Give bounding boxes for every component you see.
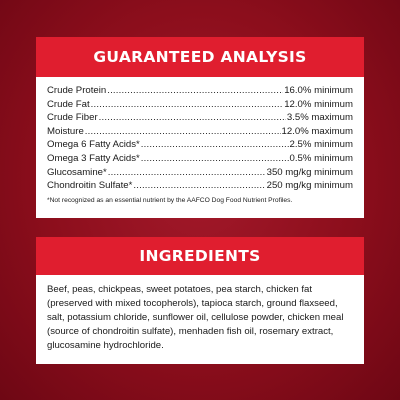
analysis-label: Omega 3 Fatty Acids* [47,152,140,164]
analysis-value: 12.0% minimum [284,98,353,110]
ingredients-panel [36,237,364,364]
analysis-row-moisture [47,125,353,139]
analysis-footnote: *Not recognized as an essential nutrient by the AAFCO Dog Food Nutrient Profiles. [47,196,293,204]
guaranteed-analysis-panel [36,37,364,218]
analysis-label: Crude Fat [47,98,90,110]
analysis-label: Crude Protein [47,85,107,96]
analysis-value: 250 mg/kg minimum [266,180,353,192]
dot-leader [91,98,284,112]
dot-leader [99,111,286,125]
analysis-value: 12.0% maximum [281,125,353,137]
analysis-row-crude-fat [47,98,353,112]
analysis-label: Moisture [47,125,84,137]
analysis-label: Crude Fiber [47,112,98,124]
guaranteed-analysis-table [36,77,364,204]
analysis-value: 2.5% minimum [289,139,353,151]
dot-leader [133,179,265,193]
guaranteed-analysis-title: GUARANTEED ANALYSIS [36,37,364,77]
analysis-value: 350 mg/kg minimum [266,166,353,178]
analysis-row-chondroitin [47,179,353,193]
analysis-label: Omega 6 Fatty Acids* [47,139,140,151]
analysis-row-crude-protein [47,84,353,98]
analysis-label: Chondroitin Sulfate* [47,180,133,192]
dot-leader [141,152,289,166]
analysis-row-omega-3 [47,152,353,166]
dot-leader [141,138,289,152]
analysis-row-glucosamine [47,166,353,180]
analysis-row-omega-6 [47,138,353,152]
analysis-row-crude-fiber [47,111,353,125]
analysis-value: 3.5% maximum [286,112,353,124]
ingredients-title: INGREDIENTS [36,237,364,275]
dot-leader [85,125,281,139]
ingredients-text: Beef, peas, chickpeas, sweet potatoes, pea starch, chicken fat (preserved with mixed tocopherols), tapioca starch, ground flaxseed, salt, potassium chloride, sunflower oil, cellulose powder, chicken meal (source of chondroitin sulfate), menhaden fish oil, rosemary extract, glucosamine hydrochloride. [47,284,344,351]
dot-leader [107,84,283,98]
analysis-label: Glucosamine* [47,166,107,178]
analysis-value: 0.5% minimum [289,152,353,164]
dot-leader [108,166,266,180]
analysis-value: 16.0% minimum [284,85,353,96]
